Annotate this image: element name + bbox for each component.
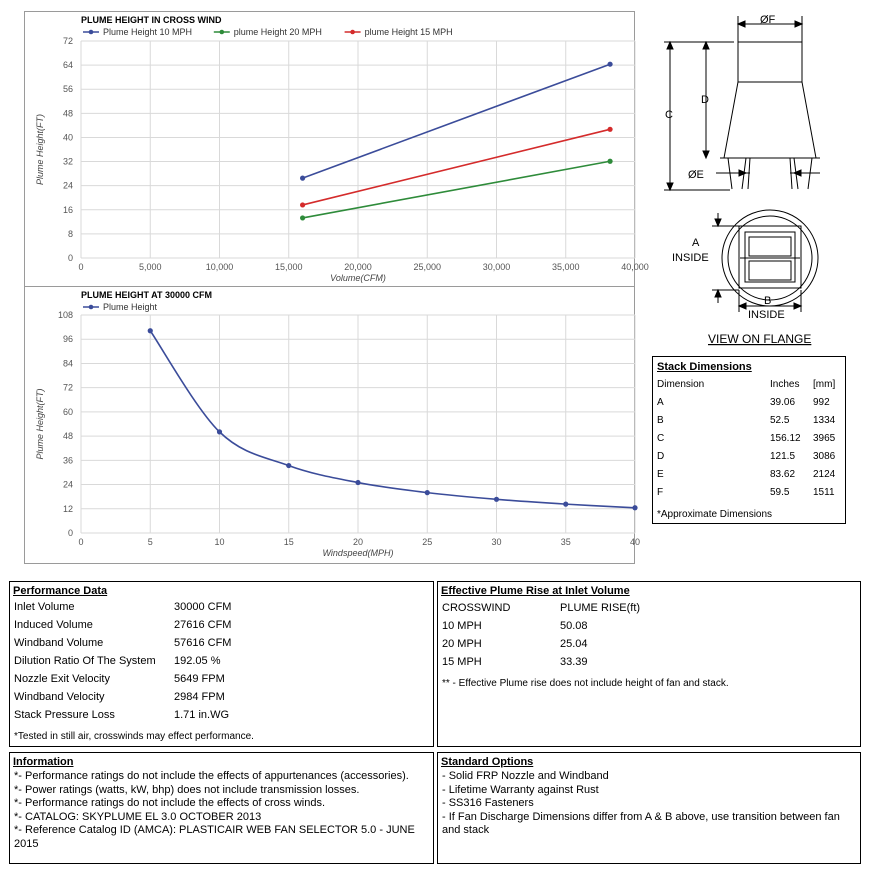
data-point (355, 480, 360, 485)
performance-label: Windband Volume (14, 637, 104, 649)
label-a: A (692, 237, 700, 249)
header-inches: Inches (770, 379, 800, 390)
performance-note: *Tested in still air, crosswinds may effect performance. (14, 731, 254, 742)
information-line: *- Performance ratings do not include the effects of cross winds. (14, 797, 326, 809)
stack-cell-dim: E (657, 469, 664, 480)
label-b-inside: INSIDE (748, 309, 785, 321)
legend-label: Plume Height (103, 302, 158, 312)
stack-cell-inches: 39.06 (770, 397, 796, 408)
chart-30000-cfm-panel (24, 286, 641, 564)
plume-rise-wind: 15 MPH (442, 656, 482, 668)
label-d: D (701, 94, 709, 106)
information-title: Information (13, 756, 74, 768)
x-tick-label: 40,000 (621, 262, 649, 272)
chart-cross-wind-panel (24, 11, 649, 287)
stack-cell-mm: 1511 (813, 487, 835, 498)
stack-cell-dim: F (657, 487, 664, 498)
information-line: *- CATALOG: SKYPLUME EL 3.0 OCTOBER 2013 (14, 810, 262, 823)
x-tick-label: 40 (629, 537, 641, 547)
stack-cell-dim: A (657, 397, 664, 408)
y-axis-label: Plume Height(FT) (35, 388, 45, 460)
stack-cell-mm: 3086 (813, 451, 836, 462)
stack-cell-inches: 52.5 (770, 415, 790, 426)
performance-label: Stack Pressure Loss (14, 709, 115, 721)
standard-options-box (437, 752, 861, 864)
y-tick-label: 36 (62, 455, 73, 466)
y-tick-label: 48 (62, 431, 73, 442)
standard-options-title: Standard Options (441, 756, 534, 768)
header-crosswind: CROSSWIND (442, 602, 511, 614)
y-tick-label: 60 (62, 406, 73, 417)
information-box (9, 752, 434, 864)
y-tick-label: 56 (62, 84, 73, 95)
performance-label: Inlet Volume (14, 601, 75, 613)
y-axis-label: Plume Height(FT) (35, 113, 45, 186)
plume-rise-rise: 33.39 (560, 656, 588, 668)
plume-rise-wind: 20 MPH (442, 638, 482, 650)
series-line (303, 64, 610, 178)
legend-marker (89, 30, 94, 35)
performance-value: 2984 FPM (174, 691, 225, 703)
information-line: *- Power ratings (watts, kW, bhp) does not include transmission losses. (14, 783, 360, 796)
performance-data-title: Performance Data (13, 585, 108, 597)
performance-data-box (9, 581, 434, 747)
stack-drawing (650, 8, 870, 348)
stack-cell-inches: 59.5 (770, 487, 790, 498)
y-tick-label: 108 (57, 310, 73, 320)
series-line (303, 129, 610, 205)
x-tick-label: 20 (352, 537, 364, 547)
label-b: B (764, 295, 772, 307)
y-tick-label: 64 (62, 60, 73, 71)
header-mm: [mm] (813, 379, 836, 390)
standard-option-line: - Lifetime Warranty against Rust (442, 783, 599, 796)
data-point (300, 215, 305, 220)
data-point (286, 463, 291, 468)
y-tick-label: 72 (62, 36, 73, 46)
standard-option-line: - Solid FRP Nozzle and Windband (442, 770, 609, 782)
stack-dimensions-note: *Approximate Dimensions (657, 509, 773, 520)
data-point (632, 505, 637, 510)
data-point (607, 62, 612, 67)
data-point (217, 429, 222, 434)
y-tick-label: 8 (67, 228, 73, 239)
x-tick-label: 30,000 (482, 262, 511, 272)
label-a-inside: INSIDE (672, 252, 709, 264)
legend-marker (350, 30, 355, 35)
view-on-flange-caption: VIEW ON FLANGE (708, 332, 812, 346)
stack-cell-mm: 2124 (813, 469, 836, 480)
information-line: *- Performance ratings do not include the effects of appurtenances (accessories). (14, 770, 409, 782)
y-tick-label: 96 (62, 334, 73, 345)
stack-dimensions-title: Stack Dimensions (657, 361, 752, 373)
y-tick-label: 48 (62, 108, 73, 119)
information-lines (14, 770, 427, 851)
stack-cell-inches: 156.12 (770, 433, 801, 444)
x-tick-label: 25 (422, 537, 433, 547)
label-c: C (665, 109, 673, 121)
x-axis-label: Windspeed(MPH) (322, 548, 394, 558)
chart-title: PLUME HEIGHT IN CROSS WIND (81, 15, 222, 25)
label-e: ØE (688, 169, 704, 181)
performance-label: Dilution Ratio Of The System (14, 655, 156, 667)
legend-marker (220, 30, 225, 35)
data-point (607, 159, 612, 164)
y-tick-label: 16 (62, 204, 73, 215)
x-tick-label: 10 (214, 537, 225, 547)
performance-label: Windband Velocity (14, 691, 105, 703)
performance-label: Induced Volume (14, 619, 93, 631)
performance-label: Nozzle Exit Velocity (14, 673, 110, 685)
label-f: ØF (760, 14, 776, 26)
data-point (300, 176, 305, 181)
stack-cell-mm: 3965 (813, 433, 836, 444)
x-tick-label: 15 (283, 537, 294, 547)
performance-value: 1.71 in.WG (174, 709, 230, 721)
y-tick-label: 0 (67, 253, 73, 263)
chart-30000-cfm (25, 287, 641, 563)
header-plume-rise: PLUME RISE(ft) (560, 602, 641, 614)
stack-cell-mm: 1334 (813, 415, 836, 426)
performance-value: 5649 FPM (174, 673, 225, 685)
y-tick-label: 12 (62, 503, 73, 514)
x-tick-label: 35 (560, 537, 571, 547)
standard-option-line: - SS316 Fasteners (442, 797, 534, 809)
legend-label: plume Height 15 MPH (364, 27, 453, 37)
data-point (607, 127, 612, 132)
y-tick-label: 72 (62, 382, 73, 393)
stack-cell-inches: 121.5 (770, 451, 796, 462)
data-point (494, 497, 499, 502)
y-tick-label: 0 (67, 528, 73, 538)
stack-cell-mm: 992 (813, 397, 830, 408)
legend-label: plume Height 20 MPH (233, 27, 322, 37)
standard-options-lines (442, 770, 854, 838)
chart-cross-wind (25, 12, 649, 286)
x-axis-label: Volume(CFM) (330, 273, 386, 283)
plume-rise-box (437, 581, 861, 747)
plume-rise-note: ** - Effective Plume rise does not include height of fan and stack. (442, 678, 729, 689)
data-point (148, 328, 153, 333)
x-tick-label: 20,000 (344, 262, 372, 272)
x-tick-label: 25,000 (413, 262, 442, 272)
y-tick-label: 32 (62, 156, 73, 167)
legend-label: Plume Height 10 MPH (103, 27, 193, 37)
y-tick-label: 24 (62, 479, 73, 490)
data-point (300, 202, 305, 207)
x-tick-label: 5,000 (138, 262, 162, 272)
x-tick-label: 0 (78, 537, 84, 547)
x-tick-label: 0 (78, 262, 84, 272)
plume-rise-rise: 25.04 (560, 638, 588, 650)
performance-value: 30000 CFM (174, 601, 232, 613)
stack-cell-dim: C (657, 433, 665, 444)
performance-value: 192.05 % (174, 655, 221, 667)
stack-dimensions-table (652, 356, 846, 524)
chart-title: PLUME HEIGHT AT 30000 CFM (81, 290, 213, 300)
header-dimension: Dimension (657, 379, 705, 390)
plume-rise-title: Effective Plume Rise at Inlet Volume (441, 585, 630, 597)
stack-cell-dim: B (657, 415, 664, 426)
stack-cell-dim: D (657, 451, 665, 462)
performance-value: 57616 CFM (174, 637, 232, 649)
series-line (150, 331, 635, 508)
x-tick-label: 15,000 (274, 262, 303, 272)
legend-marker (89, 305, 94, 310)
data-point (425, 490, 430, 495)
performance-value: 27616 CFM (174, 619, 232, 631)
y-tick-label: 24 (62, 180, 73, 191)
data-point (563, 502, 568, 507)
standard-option-line: - If Fan Discharge Dimensions differ from A & B above, use transition between fan and stack (442, 810, 840, 836)
plume-rise-rise: 50.08 (560, 620, 588, 632)
y-tick-label: 40 (62, 132, 73, 143)
x-tick-label: 30 (491, 537, 502, 547)
x-tick-label: 35,000 (551, 262, 580, 272)
information-line: *- Reference Catalog ID (AMCA): PLASTICAIR WEB FAN SELECTOR 5.0 - JUNE 2015 (14, 824, 415, 850)
stack-cell-inches: 83.62 (770, 469, 796, 480)
x-tick-label: 5 (147, 537, 153, 547)
plume-rise-wind: 10 MPH (442, 620, 482, 632)
x-tick-label: 10,000 (205, 262, 234, 272)
y-tick-label: 84 (62, 358, 73, 369)
